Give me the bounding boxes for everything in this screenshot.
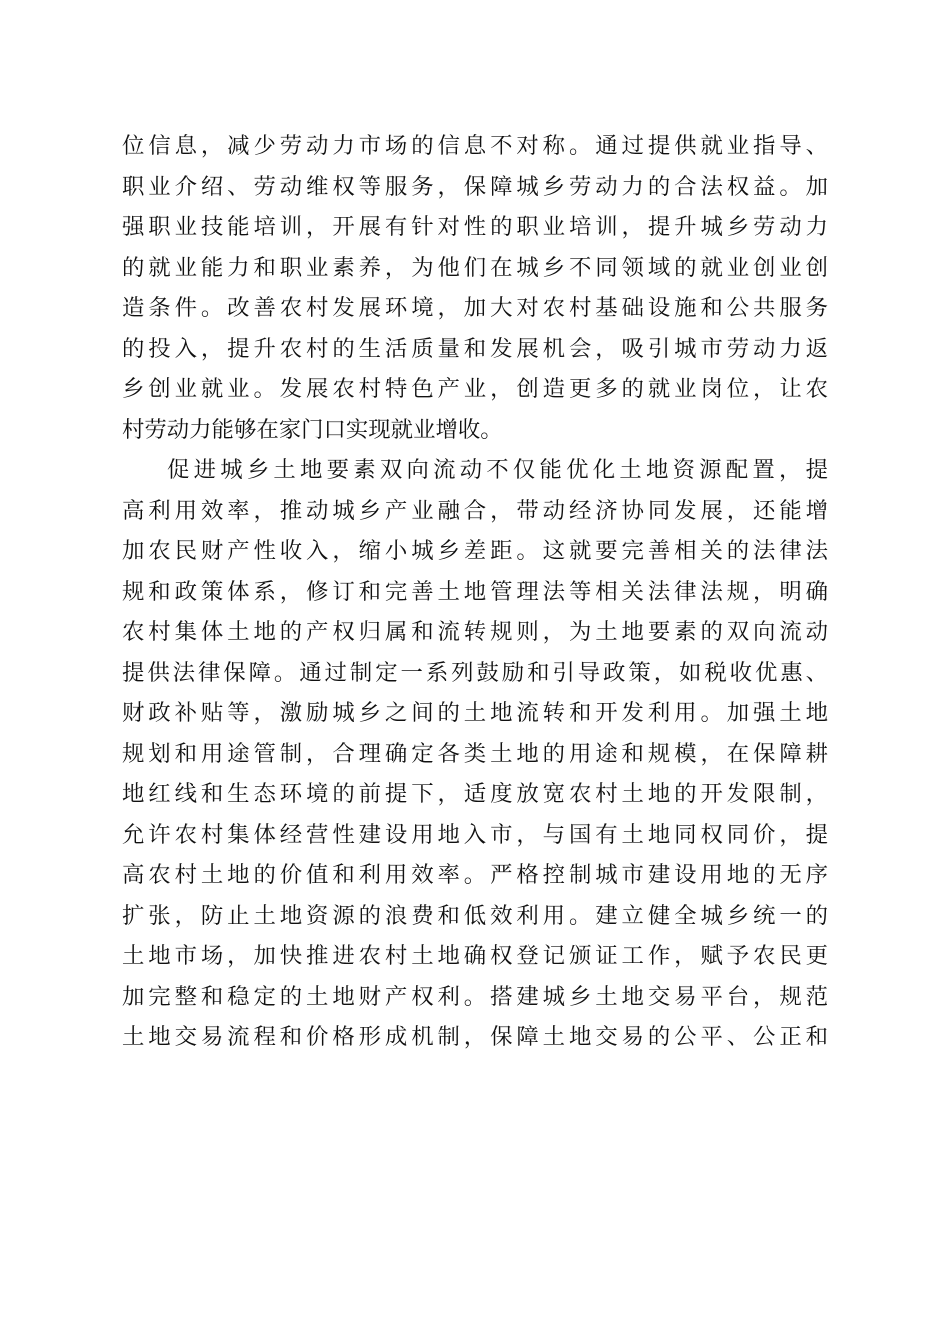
paragraph-2-line-11: 高农村土地的价值和利用效率。严格控制城市建设用地的无序 <box>122 862 828 888</box>
paragraph-2-line-13: 土地市场，加快推进农村土地确权登记颁证工作，赋予农民更 <box>122 943 828 969</box>
paragraph-1-line-8: 村劳动力能够在家门口实现就业增收。 <box>122 416 503 443</box>
paragraph-1-line-5: 造条件。改善农村发展环境，加大对农村基础设施和公共服务 <box>122 295 828 321</box>
paragraph-1-line-7: 乡创业就业。发展农村特色产业，创造更多的就业岗位，让农 <box>122 376 828 402</box>
paragraph-1-line-3: 强职业技能培训，开展有针对性的职业培训，提升城乡劳动力 <box>122 214 828 240</box>
paragraph-1-line-6: 的投入，提升农村的生活质量和发展机会，吸引城市劳动力返 <box>122 335 828 362</box>
body-text <box>122 126 828 1058</box>
paragraph-2-line-14: 加完整和稳定的土地财产权利。搭建城乡土地交易平台，规范 <box>122 983 828 1010</box>
paragraph-2-line-8: 规划和用途管制，合理确定各类土地的用途和规模，在保障耕 <box>122 740 828 767</box>
paragraph-2-line-15: 土地交易流程和价格形成机制，保障土地交易的公平、公正和 <box>122 1024 828 1050</box>
paragraph-2-line-3: 加农民财产性收入，缩小城乡差距。这就要完善相关的法律法 <box>122 538 828 564</box>
paragraph-2-line-12: 扩张，防止土地资源的浪费和低效利用。建立健全城乡统一的 <box>122 902 828 929</box>
paragraph-2-line-7: 财政补贴等，激励城乡之间的土地流转和开发利用。加强土地 <box>122 700 828 726</box>
paragraph-2-line-9: 地红线和生态环境的前提下，适度放宽农村土地的开发限制， <box>122 781 828 807</box>
paragraph-2-line-5: 农村集体土地的产权归属和流转规则，为土地要素的双向流动 <box>122 619 828 645</box>
paragraph-1-line-2: 职业介绍、劳动维权等服务，保障城乡劳动力的合法权益。加 <box>122 173 828 200</box>
paragraph-1-line-1: 位信息，减少劳动力市场的信息不对称。通过提供就业指导、 <box>122 133 828 159</box>
paragraph-2-line-2: 高利用效率，推动城乡产业融合，带动经济协同发展，还能增 <box>122 497 828 524</box>
paragraph-2-line-6: 提供法律保障。通过制定一系列鼓励和引导政策，如税收优惠、 <box>122 659 828 686</box>
paragraph-2-line-1: 促进城乡土地要素双向流动不仅能优化土地资源配置，提 <box>167 457 828 483</box>
paragraph-1-line-4: 的就业能力和职业素养，为他们在城乡不同领域的就业创业创 <box>122 254 828 281</box>
paragraph-2-line-4: 规和政策体系，修订和完善土地管理法等相关法律法规，明确 <box>122 578 828 605</box>
paragraph-2-line-10: 允许农村集体经营性建设用地入市，与国有土地同权同价，提 <box>122 821 828 848</box>
